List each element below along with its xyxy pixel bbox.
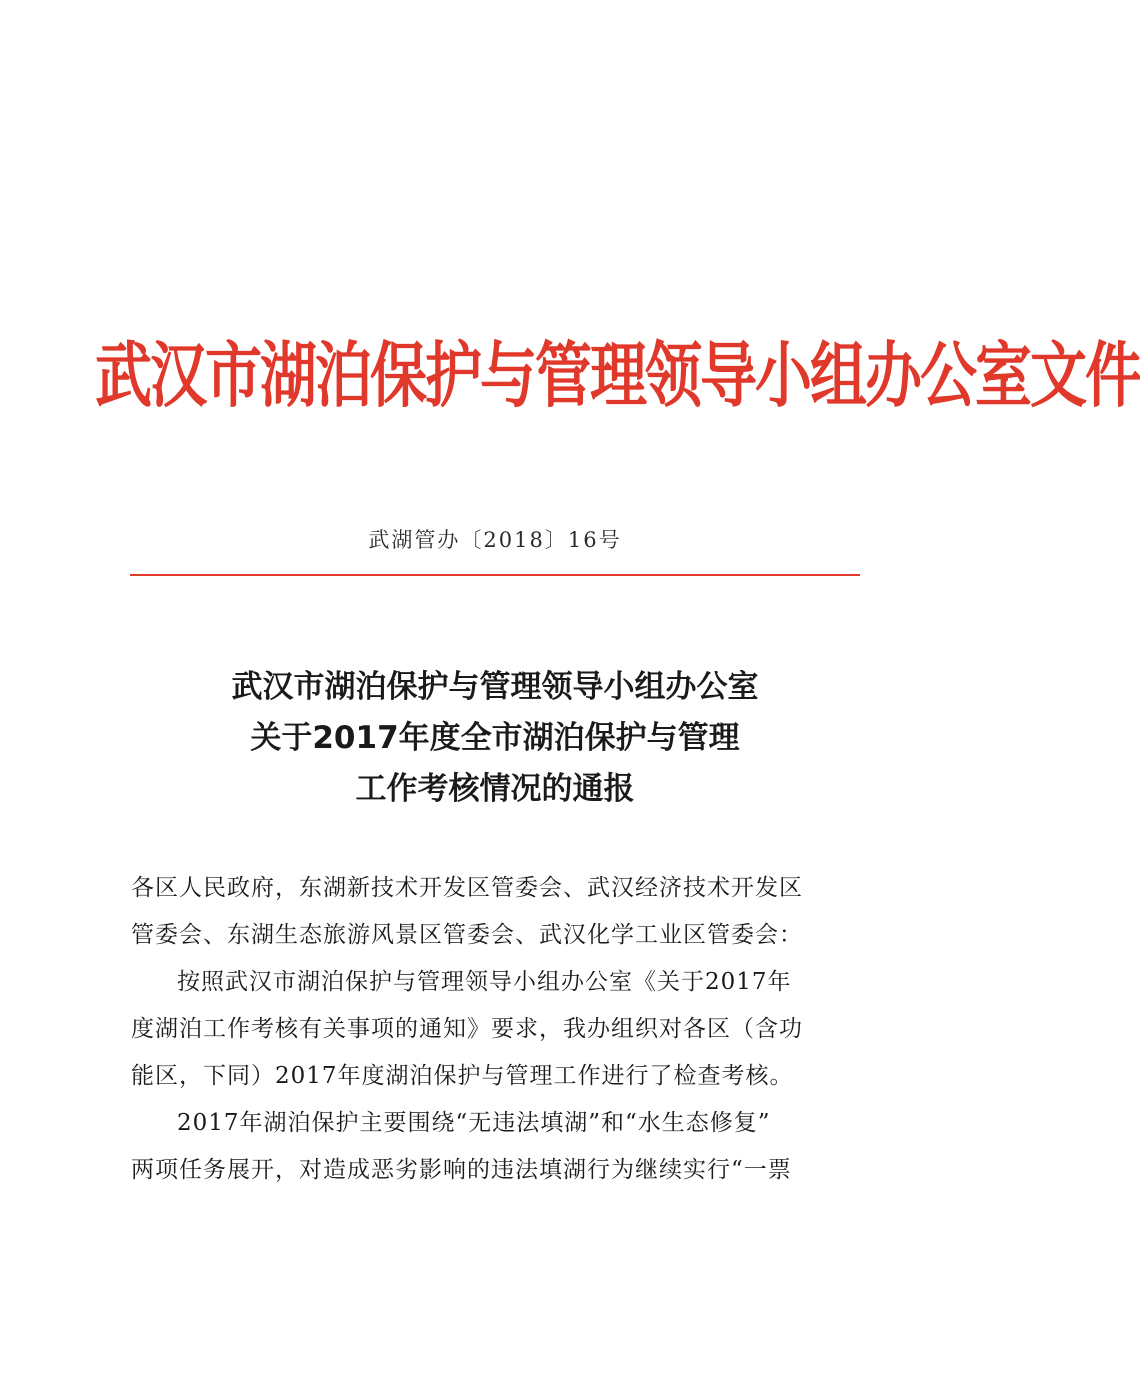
- addressee: [131, 865, 861, 959]
- paragraph-1: [131, 959, 861, 1100]
- red-divider-line: [130, 574, 860, 576]
- document-number: 武湖管办〔2018〕16号: [368, 528, 622, 552]
- paragraph-1-line-3: 能区，下同）2017年度湖泊保护与管理工作进行了检查考核。: [131, 1063, 794, 1089]
- title-line-2: 关于2017年度全市湖泊保护与管理: [250, 720, 740, 756]
- addressee-line-2: 管委会、东湖生态旅游风景区管委会、武汉化学工业区管委会：: [131, 922, 803, 948]
- paragraph-1-line-2: 度湖泊工作考核有关事项的通知》要求，我办组织对各区（含功: [131, 1016, 803, 1042]
- title-line-1: 武汉市湖泊保护与管理领导小组办公室: [231, 669, 759, 705]
- paragraph-2-line-2: 两项任务展开，对造成恶劣影响的违法填湖行为继续实行“一票: [131, 1157, 792, 1183]
- paragraph-2-line-1: 2017年湖泊保护主要围绕“无违法填湖”和“水生态修复”: [177, 1110, 771, 1136]
- notice-title: [95, 662, 895, 815]
- masthead-title: 武汉市湖泊保护与管理领导小组办公室文件: [95, 335, 1140, 418]
- title-line-3: 工作考核情况的通报: [355, 771, 635, 807]
- document-body: [131, 865, 861, 1194]
- paragraph-1-line-1: 按照武汉市湖泊保护与管理领导小组办公室《关于2017年: [177, 969, 792, 995]
- addressee-line-1: 各区人民政府，东湖新技术开发区管委会、武汉经济技术开发区: [131, 875, 803, 901]
- paragraph-2: [131, 1100, 861, 1194]
